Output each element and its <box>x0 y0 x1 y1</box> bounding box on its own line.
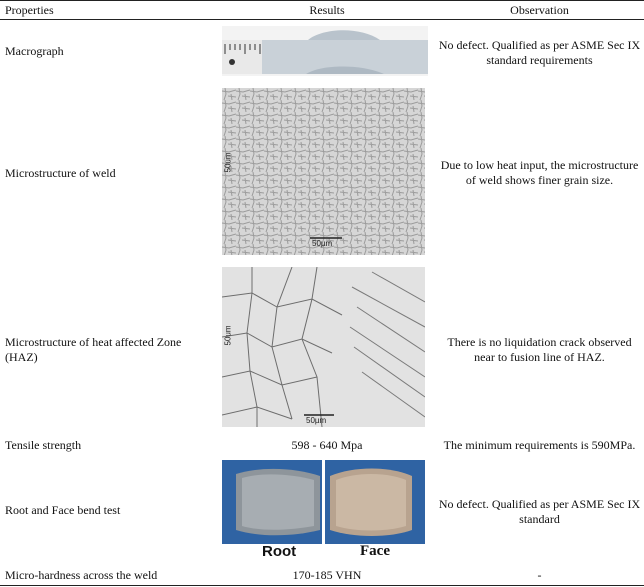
row-hardness-property: Micro-hardness across the weld <box>5 568 158 582</box>
table-bottom-rule <box>0 585 644 586</box>
row-hardness-result: 170-185 VHN <box>292 568 362 582</box>
row-macrograph-property: Macrograph <box>5 44 64 58</box>
weld-scale-left: 50um <box>223 152 233 173</box>
row-bend-property: Root and Face bend test <box>5 503 121 517</box>
row-weld-micro-observation: Due to low heat input, the microstructure of weld shows finer grain size. <box>440 158 639 187</box>
header-bottom-rule <box>0 19 644 20</box>
row-tensile-observation: The minimum requirements is 590MPa. <box>443 438 636 452</box>
bend-test-image <box>222 460 425 562</box>
row-tensile-property: Tensile strength <box>5 438 82 452</box>
row-macrograph-observation: No defect. Qualified as per ASME Sec IX standard requirements <box>438 38 641 67</box>
haz-scale-left: 50um <box>223 325 233 346</box>
row-weld-micro-property: Microstructure of weld <box>5 166 116 180</box>
header-results: Results <box>309 3 345 17</box>
weld-micrograph-image <box>222 88 425 255</box>
haz-scale-bottom: 50µm <box>306 416 327 425</box>
row-hardness-observation: - <box>537 568 542 582</box>
haz-micrograph-image <box>222 267 425 427</box>
header-observation: Observation <box>510 3 569 17</box>
row-haz-property: Microstructure of heat affected Zone (HAZ) <box>5 335 182 364</box>
table-top-rule <box>0 0 644 1</box>
bend-label-root: Root <box>262 543 297 560</box>
weld-scale-bottom: 50µm <box>312 239 333 248</box>
header-properties: Properties <box>5 3 54 17</box>
row-haz-observation: There is no liquidation crack observed near to fusion line of HAZ. <box>447 335 632 364</box>
bend-label-face: Face <box>360 543 390 559</box>
row-bend-observation: No defect. Qualified as per ASME Sec IX standard <box>438 497 641 526</box>
macrograph-image <box>222 26 428 76</box>
row-tensile-result: 598 - 640 Mpa <box>291 438 363 452</box>
